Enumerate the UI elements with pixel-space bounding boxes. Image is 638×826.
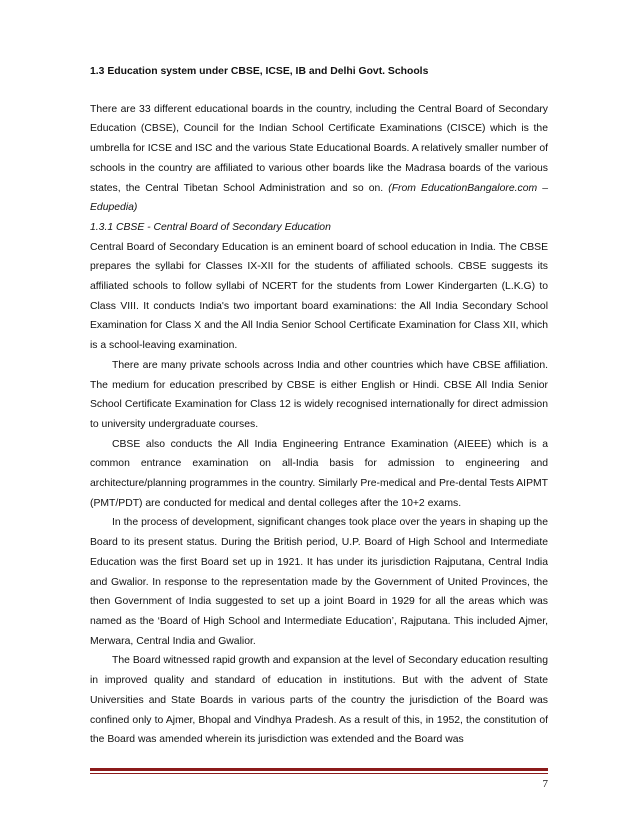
subsection-heading: 1.3.1 CBSE - Central Board of Secondary Education xyxy=(90,221,331,233)
intro-paragraph xyxy=(90,100,548,218)
footer-rule-thin xyxy=(90,773,548,774)
paragraph-5: The Board witnessed rapid growth and expansion at the level of Secondary education resulting in improved quality and standard of education in institutions. But with the advent of State Universities and State Boards in various parts of the country the jurisdiction of the Board was confined only to Ajmer, Bhopal and Vindhya Pradesh. As a result of this, in 1952, the constitution of the Board was amended wherein its jurisdiction was extended and the Board was xyxy=(90,655,548,746)
intro-text: There are 33 different educational boards in the country, including the Central Board of Secondary Education (CBSE), Council for the Indian School Certificate Examinations (CISCE) which is the umbrella for ICSE and ISC and the various State Educational Boards. A relatively smaller number of schools in the country are affiliated to various other boards like the Madrasa boards of the various states, the Central Tibetan School Administration and so on. xyxy=(90,103,548,194)
paragraph-3: CBSE also conducts the All India Engineering Entrance Examination (AIEEE) which is a common entrance examination on all-India basis for admission to engineering and architecture/planning programmes in the country. Similarly Pre-medical and Pre-dental Tests AIPMT (PMT/PDT) are conducted for medical and dental colleges after the 10+2 exams. xyxy=(90,438,548,509)
paragraph-1: Central Board of Secondary Education is an eminent board of school education in India. The CBSE prepares the syllabi for Classes IX-XII for the students of affiliated schools. CBSE suggests its affiliated schools to follow syllabi of NCERT for the students from Lower Kindergarten (L.K.G) to Class VIII. It conducts India's two important board examinations: the All India Secondary School Examination for Class X and the All India Senior School Certificate Examination for Class XII, which is a school-leaving examination. xyxy=(90,241,548,352)
footer-rule xyxy=(90,768,548,771)
paragraph-4: In the process of development, significant changes took place over the years in shaping up the Board to its present status. During the British period, U.P. Board of High School and Intermediate Education was the first Board set up in 1921. It has under its jurisdiction Rajputana, Central India and Gwalior. In response to the representation made by the Government of United Provinces, the then Government of India suggested to set up a joint Board in 1929 for all the areas which was named as the ‘Board of High School and Intermediate Education’, Rajputana. This included Ajmer, Merwara, Central India and Gwalior. xyxy=(90,517,548,647)
page-body xyxy=(90,62,548,750)
intro-source: (From EducationBangalore.com – Edupedia) xyxy=(90,182,548,214)
paragraph-2: There are many private schools across India and other countries which have CBSE affiliation. The medium for education prescribed by CBSE is either English or Hindi. CBSE All India Senior School Certificate Examination for Class 12 is widely recognised internationally for direct admission to university undergraduate courses. xyxy=(90,359,548,430)
section-heading: 1.3 Education system under CBSE, ICSE, IB and Delhi Govt. Schools xyxy=(90,66,429,77)
page-number: 7 xyxy=(542,778,548,790)
